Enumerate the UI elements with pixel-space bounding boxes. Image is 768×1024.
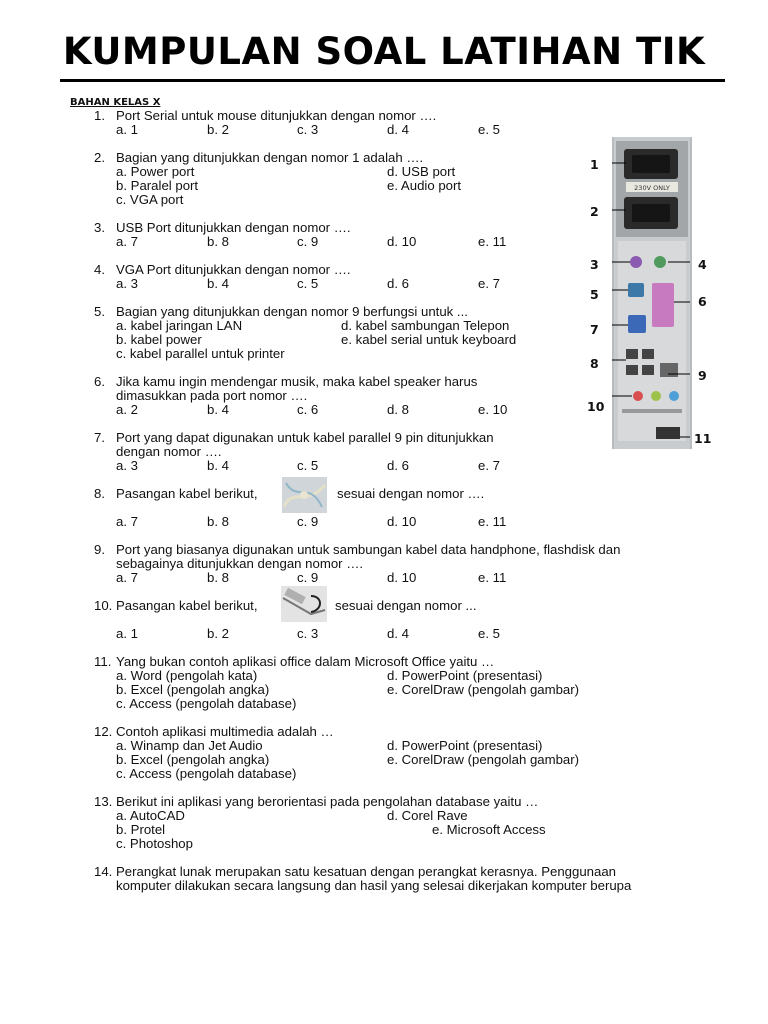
question-text: USB Port ditunjukkan dengan nomor ….: [116, 220, 351, 235]
page-title: KUMPULAN SOAL LATIHAN TIK: [62, 30, 706, 73]
answer-option: d. 10: [387, 514, 417, 529]
question-text: dengan nomor ….: [116, 444, 222, 459]
answer-option: c. kabel parallel untuk printer: [116, 346, 285, 361]
answer-option: a. 7: [116, 570, 138, 585]
answer-option: b. 4: [207, 458, 229, 473]
answer-option: c. 6: [297, 402, 319, 417]
answer-option: a. 2: [116, 402, 138, 417]
cable-thumbnail-image: [281, 586, 327, 622]
answer-option: e. Microsoft Access: [432, 822, 546, 837]
question-text: VGA Port ditunjukkan dengan nomor ….: [116, 262, 351, 277]
answer-option: d. 6: [387, 276, 409, 291]
answer-option: d. 10: [387, 234, 417, 249]
answer-option: a. Word (pengolah kata): [116, 668, 258, 683]
panel-callout-label: 11: [694, 431, 712, 446]
answer-option: d. 4: [387, 122, 409, 137]
answer-option: b. 4: [207, 276, 229, 291]
answer-option: c. 9: [297, 514, 319, 529]
question-text: Pasangan kabel berikut,: [116, 486, 258, 501]
answer-option: c. Photoshop: [116, 836, 193, 851]
panel-callout-label: 10: [587, 399, 605, 414]
question-number: 10.: [94, 598, 113, 613]
answer-option: a. Winamp dan Jet Audio: [116, 738, 263, 753]
answer-option: b. Excel (pengolah angka): [116, 752, 270, 767]
answer-option: e. kabel serial untuk keyboard: [341, 332, 517, 347]
question-text: Port yang biasanya digunakan untuk sambungan kabel data handphone, flashdisk dan: [116, 542, 621, 557]
panel-callout-label: 2: [590, 204, 599, 219]
answer-option: b. 2: [207, 122, 229, 137]
panel-callout-label: 7: [590, 322, 599, 337]
answer-option: a. 3: [116, 276, 138, 291]
question-text: Bagian yang ditunjukkan dengan nomor 1 adalah ….: [116, 150, 424, 165]
answer-option: e. 7: [478, 458, 500, 473]
panel-callout-label: 6: [698, 294, 707, 309]
question-text: komputer dilakukan secara langsung dan hasil yang selesai dikerjakan komputer berupa: [116, 878, 632, 893]
question-number: 12.: [94, 724, 113, 739]
answer-option: e. 11: [478, 234, 507, 249]
answer-option: c. Access (pengolah database): [116, 696, 297, 711]
answer-option: d. 6: [387, 458, 409, 473]
question-number: 8.: [94, 486, 105, 501]
question-number: 4.: [94, 262, 105, 277]
question-number: 9.: [94, 542, 105, 557]
answer-option: d. 10: [387, 570, 417, 585]
answer-option: b. 4: [207, 402, 229, 417]
panel-callout-label: 8: [590, 356, 599, 371]
answer-option: c. Access (pengolah database): [116, 766, 297, 781]
answer-option: b. 8: [207, 234, 229, 249]
answer-option: c. VGA port: [116, 192, 184, 207]
subtitle: BAHAN KELAS X: [70, 97, 161, 108]
answer-option: d. 8: [387, 402, 409, 417]
answer-option: e. 5: [478, 122, 500, 137]
question-text: sesuai dengan nomor ...: [335, 598, 477, 613]
answer-option: a. 3: [116, 458, 138, 473]
question-number: 7.: [94, 430, 105, 445]
answer-option: a. 1: [116, 122, 138, 137]
question-text: sesuai dengan nomor ….: [337, 486, 485, 501]
question-number: 13.: [94, 794, 113, 809]
answer-option: d. 4: [387, 626, 409, 641]
answer-option: b. 8: [207, 514, 229, 529]
cable-thumbnail-image: [282, 477, 327, 513]
answer-option: d. USB port: [387, 164, 456, 179]
question-text: Berikut ini aplikasi yang berorientasi pada pengolahan database yaitu …: [116, 794, 539, 809]
answer-option: e. 5: [478, 626, 500, 641]
panel-callout-label: 1: [590, 157, 599, 172]
question-number: 14.: [94, 864, 113, 879]
question-number: 11.: [94, 654, 112, 669]
answer-option: d. PowerPoint (presentasi): [387, 738, 543, 753]
answer-option: e. CorelDraw (pengolah gambar): [387, 752, 580, 767]
answer-option: b. kabel power: [116, 332, 202, 347]
answer-option: b. 2: [207, 626, 229, 641]
panel-callout-label: 5: [590, 287, 599, 302]
psu-label: 230V ONLY: [634, 184, 670, 192]
answer-option: d. Corel Rave: [387, 808, 468, 823]
answer-option: c. 9: [297, 570, 319, 585]
question-text: Port Serial untuk mouse ditunjukkan dengan nomor ….: [116, 108, 437, 123]
answer-option: a. Power port: [116, 164, 195, 179]
computer-back-panel-image: [612, 137, 692, 449]
answer-option: b. 8: [207, 570, 229, 585]
question-text: Perangkat lunak merupakan satu kesatuan dengan perangkat kerasnya. Penggunaan: [116, 864, 617, 879]
question-number: 6.: [94, 374, 105, 389]
panel-callout-label: 3: [590, 257, 599, 272]
question-text: sebagainya ditunjukkan dengan nomor ….: [116, 556, 364, 571]
panel-callout-label: 4: [698, 257, 707, 272]
answer-option: c. 3: [297, 626, 319, 641]
answer-option: c. 3: [297, 122, 319, 137]
answer-option: b. Paralel port: [116, 178, 199, 193]
answer-option: c. 5: [297, 276, 319, 291]
answer-option: d. kabel sambungan Telepon: [341, 318, 510, 333]
question-text: Yang bukan contoh aplikasi office dalam Microsoft Office yaitu …: [116, 654, 495, 669]
answer-option: e. 10: [478, 402, 508, 417]
question-text: Contoh aplikasi multimedia adalah …: [116, 724, 334, 739]
answer-option: e. 11: [478, 570, 507, 585]
answer-option: c. 9: [297, 234, 319, 249]
question-text: dimasukkan pada port nomor ….: [116, 388, 308, 403]
answer-option: a. 7: [116, 514, 138, 529]
question-number: 5.: [94, 304, 105, 319]
answer-option: e. CorelDraw (pengolah gambar): [387, 682, 580, 697]
answer-option: a. 1: [116, 626, 138, 641]
answer-option: c. 5: [297, 458, 319, 473]
question-text: Jika kamu ingin mendengar musik, maka kabel speaker harus: [116, 374, 478, 389]
answer-option: e. 7: [478, 276, 500, 291]
question-number: 2.: [94, 150, 105, 165]
question-number: 3.: [94, 220, 105, 235]
answer-option: b. Excel (pengolah angka): [116, 682, 270, 697]
answer-option: a. AutoCAD: [116, 808, 185, 823]
question-text: Bagian yang ditunjukkan dengan nomor 9 berfungsi untuk ...: [116, 304, 468, 319]
question-text: Pasangan kabel berikut,: [116, 598, 258, 613]
answer-option: a. 7: [116, 234, 138, 249]
answer-option: a. kabel jaringan LAN: [116, 318, 243, 333]
answer-option: b. Protel: [116, 822, 166, 837]
answer-option: e. 11: [478, 514, 507, 529]
panel-callout-label: 9: [698, 368, 707, 383]
answer-option: d. PowerPoint (presentasi): [387, 668, 543, 683]
question-number: 1.: [94, 108, 105, 123]
answer-option: e. Audio port: [387, 178, 462, 193]
title-underline: [60, 79, 725, 82]
question-text: Port yang dapat digunakan untuk kabel parallel 9 pin ditunjukkan: [116, 430, 494, 445]
